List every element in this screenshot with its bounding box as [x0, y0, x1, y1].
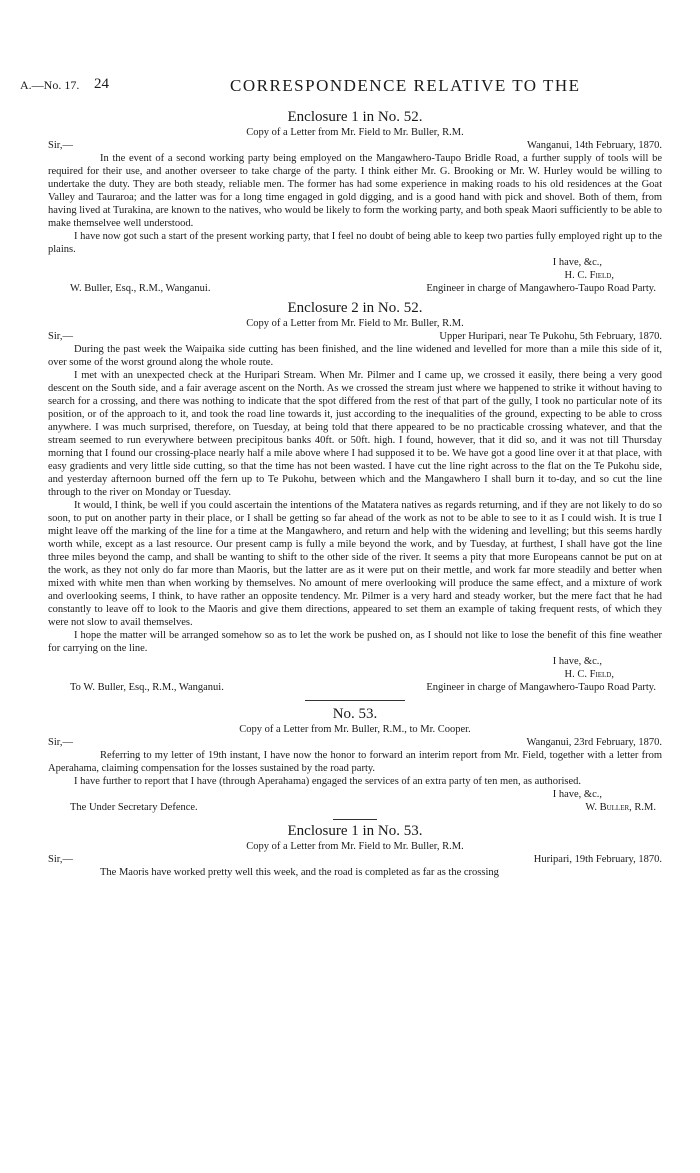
- copy-line: Copy of a Letter from Mr. Field to Mr. Buller, R.M.: [246, 841, 464, 852]
- paragraph: During the past week the Waipaika side cutting has been finished, and the line widened and levelled for more than a mile this side of it, over some of the worst ground along the whole route.: [48, 344, 662, 368]
- signatory-title: Engineer in charge of Mangawhero-Taupo Road Party.: [426, 682, 656, 693]
- addressee: The Under Secretary Defence.: [70, 802, 198, 813]
- addressee: To W. Buller, Esq., R.M., Wanganui.: [70, 682, 224, 693]
- signatory-title: Engineer in charge of Mangawhero-Taupo Road Party.: [426, 283, 656, 294]
- page-content: [48, 106, 662, 879]
- signature: W. Buller, R.M.: [585, 802, 656, 813]
- section-heading: No. 53.: [332, 706, 378, 722]
- copy-line: Copy of a Letter from Mr. Field to Mr. Buller, R.M.: [246, 127, 464, 138]
- letter-enclosure-3: [48, 822, 662, 879]
- page-header: [20, 76, 680, 98]
- section-heading: Enclosure 2 in No. 52.: [287, 300, 423, 316]
- copy-line: Copy of a Letter from Mr. Field to Mr. Buller, R.M.: [246, 318, 464, 329]
- section-divider: [305, 700, 405, 701]
- signature: H. C. Field,: [564, 270, 614, 281]
- dateline: Wanganui, 14th February, 1870.: [527, 140, 662, 151]
- paragraph: In the event of a second working party being employed on the Mangawhero-Taupo Bridle Road, a further supply of tools will be required for their use, and another overseer to take charge of the party. I think either Mr. G. Brooking or Mr. W. Hurley would be willing to undertake the duty. They are both steady, reliable men. The former has had some experience in making roads to his old residences at the Goat Valley and Tauraroa; and the latter was for a long time engaged in gold digging, and is a good hand with pick and shovel. Both of them, from having lived at Turakina, are known to the natives, who would be likely to form the working party, and both speak Maori sufficiently to be able to make themselvee well understood.: [48, 153, 662, 229]
- salutation: Sir,—: [48, 737, 73, 748]
- running-title: CORRESPONDENCE RELATIVE TO THE: [230, 76, 581, 95]
- paragraph: I have further to report that I have (through Aperahama) engaged the services of an extra party of ten men, as authorised.: [74, 776, 582, 787]
- signature: H. C. Field,: [564, 669, 614, 680]
- closing: I have, &c.,: [552, 257, 602, 268]
- dateline: Huripari, 19th February, 1870.: [533, 854, 662, 865]
- closing: I have, &c.,: [552, 656, 602, 667]
- section-divider: [333, 819, 377, 820]
- paragraph: I met with an unexpected check at the Huripari Stream. When Mr. Pilmer and I came up, we crossed it easily, there being a very good descent on the South side, and a fair average ascent on the North. As we crossed the stream just where we happened to strike it without having to search for a crossing, and there was nothing to indicate that the spot differed from the rest of that part of the gully, I took no particular note of its position, or of the approach to it, and took the road line towards it, just according to the inequalities of the ground, expecting to be able to cross anywhere. I was much surprised, therefore, on Tuesday, at being told that there appeared to be no practicable crossing whatever, and that the stream seemed to run everywhere between precipitous banks 40ft. or 50ft. high. I found, however, that it did so, and it was not till Thursday morning that I found our crossing-place nearly half a mile above where I had supposed it to be. We have got a good line over it at that place, with easy gradients and very little side cutting, so that the time has not been wasted. I have cut the line right across to the flat on the Te Pukohu side, and yesterday afternoon burned off the fern up to Te Pukohu, between which and the Mangawhero I shall burn it to-day, and so cut the line through to the river on Monday or Tuesday.: [48, 370, 662, 498]
- salutation: Sir,—: [48, 854, 73, 865]
- salutation: Sir,—: [48, 140, 73, 151]
- letter-no-53: [48, 705, 662, 814]
- dateline: Upper Huripari, near Te Pukohu, 5th February, 1870.: [439, 331, 662, 342]
- letter-enclosure-2: [48, 299, 662, 694]
- paragraph: The Maoris have worked pretty well this week, and the road is completed as far as the crossing: [100, 867, 499, 878]
- letter-enclosure-1: [48, 108, 662, 295]
- paragraph: It would, I think, be well if you could ascertain the intentions of the Matatera natives as regards returning, and if they are not likely to do so soon, to put on another party in their place, or I shall be getting so far ahead of the work as not to be able to see to it as I could wish. It is true I might leave off the marking of the line for a time at the Mangawhero, and return and help with the widening and levelling; but this seems hardly worth while, except as a last resource. Our present camp is fully a mile beyond the work, and by Tuesday, at furthest, I shall have got the line three miles beyond the camp, and shall be wanting to shift to the other side of the river. It seems a pity that more Europeans cannot be put on at the work, as they not only do far more than Maoris, but the latter are as it were put on their mettle, and work far more steadily and better when mixed with white men than when working by themselves. No amount of mere overlooking will produce the same effect, and a mixture of work and overlooking seems, I think, to have rather an opposite tendency. Mr. Pilmer is a very hard and steady worker, but the mere fact that he had constantly to leave off to look to the Maoris and give them directions, appeared to set them an example of taking frequent rests, of which they were not slow to avail themselves.: [48, 500, 662, 628]
- closing: I have, &c.,: [552, 789, 602, 800]
- addressee: W. Buller, Esq., R.M., Wanganui.: [70, 283, 211, 294]
- paragraph: I have now got such a start of the present working party, that I feel no doubt of being able to keep two parties fully employed right up to the plains.: [48, 231, 662, 255]
- section-heading: Enclosure 1 in No. 53.: [287, 823, 423, 839]
- copy-line: Copy of a Letter from Mr. Buller, R.M., to Mr. Cooper.: [239, 724, 471, 735]
- section-heading: Enclosure 1 in No. 52.: [287, 109, 423, 125]
- paragraph: Referring to my letter of 19th instant, I have now the honor to forward an interim report from Mr. Field, together with a letter from Aperahama, claiming compensation for the losses sustained by the road party.: [48, 750, 662, 774]
- dateline: Wanganui, 23rd February, 1870.: [526, 737, 662, 748]
- page-number: 24: [94, 76, 109, 92]
- document-reference: A.—No. 17.: [20, 78, 80, 92]
- salutation: Sir,—: [48, 331, 73, 342]
- paragraph: I hope the matter will be arranged somehow so as to let the work be pushed on, as I should not like to lose the benefit of this fine weather for carrying on the line.: [48, 630, 662, 654]
